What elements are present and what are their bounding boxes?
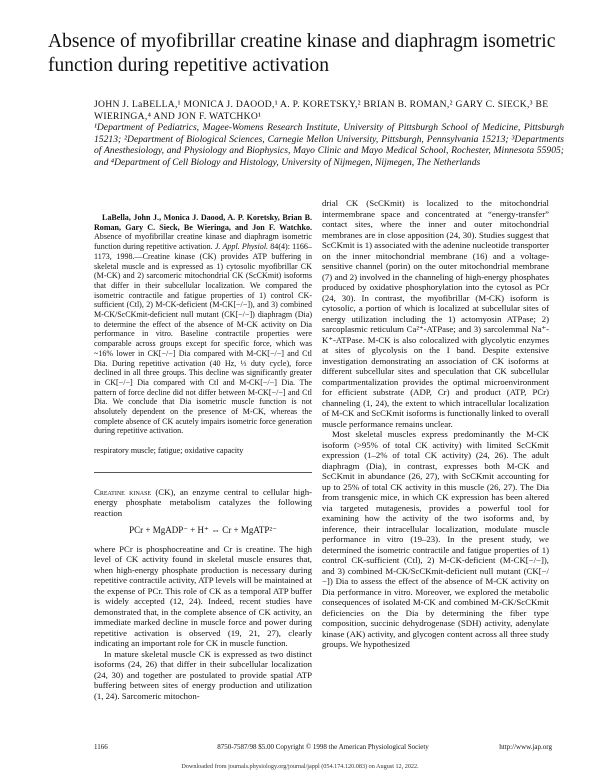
abstract-title-ref: Absence of myofibrillar creatine kinase and diaphragm isometric function during repetitive activation. — [94, 232, 312, 252]
download-notice: Downloaded from journals.physiology.org/journal/jappl (054.174.120.083) on August 12, 2022. — [181, 763, 419, 770]
author-block — [94, 99, 564, 169]
page-footer — [94, 741, 552, 753]
reaction-equation: PCr + MgADP⁻ + H⁺ ⇔ Cr + MgATP²⁻ — [129, 525, 277, 536]
page-number: 1166 — [94, 743, 108, 751]
body-paragraph-2: Most skeletal muscles express predominantly the M-CK isoform (>95% of total CK activity) with limited ScCKmit expression (1–2% of total CK activity) (24, 26). The adult diaphragm (Dia), in contrast, expresses both M-CK and ScCKmit in abundance (26, 27), with ScCKmit accounting for up to 25% of total CK activity in this muscle (26, 27). The Dia from transgenic mice, in which CK expression has been altered via targeted mutagenesis, provides a powerful tool for examining how the activity of the two isoforms and, by inference, their intracellular localization, modulate muscle performance in vitro (19–23). In the present study, we determined the isometric contractile and fatigue properties of 1) control CK-sufficient (Ctl), 2) M-CK-deficient (M-CK[−/−]), and 3) combined M-CK/ScCKmit-deficient null mutant (CK[−/−]) Dia to assess the effect of the absence of M-CK activity on Dia performance in vitro. Moreover, we explored the metabolic consequences of isolated M-CK and combined M-CK/ScCKmit deficiencies on the Dia by determining the fiber type composition, succinic dehydrogenase (SDH) activity, adenylate kinase (AK) activity, and glycogen content across all three study groups. We hypothesized — [322, 429, 549, 649]
intro-lead: Creatine kinase — [94, 486, 152, 497]
abstract-citation: LaBella, John J., Monica J. Daood, A. P. Koretsky, Brian B. Roman, Gary C. Sieck, Be Wieringa, and Jon F. Watchko. — [94, 213, 312, 232]
body-paragraph-1: drial CK (ScCKmit) is localized to the mitochondrial intermembrane space and concentrated at “energy-transfer” contact sites, where the inner and outer mitochondrial membranes are in close apposition (24, 30). Studies suggest that ScCKmit is 1) associated with the adenine nucleotide transporter on the inner mitochondrial membrane (16) and a voltage-sensitive channel (porin) on the outer mitochondrial membrane (7) and 2) involved in the channeling of high-energy phosphates produced by oxidative phosphorylation into the cytosol as PCr (24, 30). In contrast, the myofibrillar (M-CK) isoform is cytosolic, a portion of which is localized at subcellular sites of energy utilization including the 1) actomyosin ATPase; 2) sarcoplasmic reticulum Ca²⁺-ATPase; and 3) sarcolemmal Na⁺-K⁺-ATPase. M-CK is also colocalized with glycolytic enzymes at sites of glycolysis on the I band. Despite extensive investigation demonstrating an association of CK isoforms at different subcellular sites and speculation that CK subcellular compartmentalization provides the optimal microenvironment for efficient substrate (ADP, Cr) and product (ATP, PCr) channeling (1, 24), the extent to which intracellular localization of M-CK and ScCKmit isoforms is functionally linked to overall muscle performance remains unclear. — [322, 198, 549, 429]
abstract — [94, 213, 312, 436]
abstract-body: 84(4): 1166–1173, 1998.—Creatine kinase (CK) provides ATP buffering in skeletal muscle and is expressed as 1) cytosolic myofibrillar CK (M-CK) and 2) sarcomeric mitochondrial CK (ScCKmit) isoforms that differ in their subcellular localization. We compared the isometric contractile and fatigue properties of 1) control CK-sufficient (Ctl), 2) M-CK-deficient (M-CK[−/−]), and 3) combined M-CK/ScCKmit-deficient null mutant (CK[−/−]) diaphragm (Dia) to determine the effect of the absence of M-CK activity on Dia performance in vitro. Baseline contractile properties were comparable across groups except for specific force, which was ~16% lower in CK[−/−] Dia compared with M-CK[−/−] and Ctl Dia. During repetitive activation (40 Hz, ⅓ duty cycle), force declined in all three groups. This decline was significantly greater in CK[−/−] Dia compared with Ctl and M-CK[−/−] Dia. The pattern of force decline did not differ between M-CK[−/−] and Ctl Dia. We conclude that Dia isometric muscle function is not absolutely dependent on the presence of M-CK, whereas the complete absence of CK acutely impairs isometric force generation during repetitive activation. — [94, 242, 312, 436]
right-column — [322, 198, 549, 650]
journal-url[interactable]: http://www.jap.org — [499, 743, 552, 751]
journal-name: J. Appl. Physiol. — [214, 242, 269, 252]
intro-paragraph-1 — [94, 487, 312, 519]
intro-paragraph-2: where PCr is phosphocreatine and Cr is creatine. The high level of CK activity found in skeletal muscle ensures that, when high-energy phosphate production is necessary during repetitive contractile activity, ATP levels will be maintained at the expense of PCr. This role of CK as a temporal ATP buffer is widely accepted (12, 24). Indeed, recent studies have demonstrated that, in the complete absence of CK activity, an immediate marked decline in muscle force and power during repetitive activation is observed (19, 21, 27), clearly indicating an important role for CK in muscle function. — [94, 543, 312, 649]
section-divider — [94, 472, 312, 473]
author-list: JOHN J. LaBELLA,¹ MONICA J. DAOOD,¹ A. P. KORETSKY,² BRIAN B. ROMAN,² GARY C. SIECK,³ BE WIERINGA,⁴ AND JON F. WATCHKO¹ — [94, 99, 549, 122]
keywords: respiratory muscle; fatigue; oxidative capacity — [94, 446, 244, 456]
affiliations: ¹Department of Pediatrics, Magee-Womens Research Institute, University of Pittsburgh School of Medicine, Pittsburgh 15213; ²Department of Biological Sciences, Carnegie Mellon University, Pittsburgh, Pennsylvania 15213; ³Departments of Anesthesiology, and Physiology and Biophysics, Mayo Clinic and Mayo Medical School, Rochester, Minnesota 55905; and ⁴Department of Cell Biology and Histology, University of Nijmegen, Nijmegen, The Netherlands — [94, 122, 564, 168]
article-title: Absence of myofibrillar creatine kinase and diaphragm isometric function during repetitive activation — [48, 31, 556, 76]
left-column — [94, 213, 312, 701]
intro-paragraph-3: In mature skeletal muscle CK is expressed as two distinct isoforms (24, 26) that differ in their subcellular localization (24, 30) and together are postulated to provide spatial ATP buffering between sites of energy production and utilization (1, 24). Sarcomeric mitochon- — [94, 648, 312, 701]
copyright-line: 8750-7587/98 $5.00 Copyright © 1998 the American Physiological Society — [217, 743, 429, 751]
intro-text-1: (CK), an enzyme central to cellular high-energy phosphate metabolism catalyzes the following reaction — [94, 486, 312, 518]
